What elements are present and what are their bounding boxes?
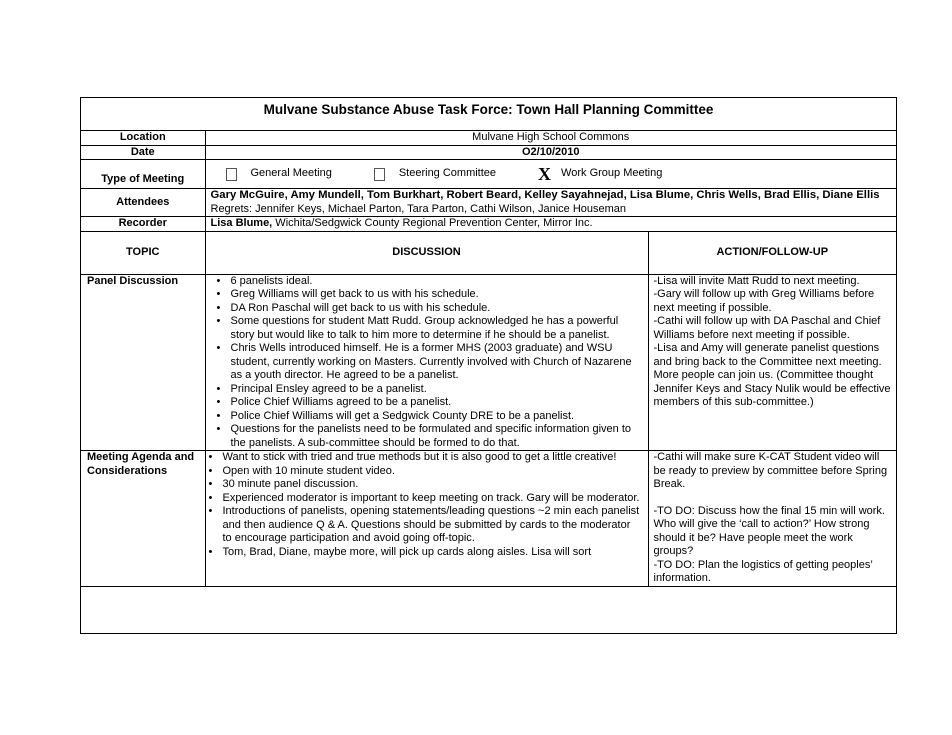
meeting-agenda-row — [81, 451, 896, 587]
action-spacer — [654, 492, 892, 505]
topic-header: TOPIC — [81, 231, 205, 274]
action-item: -Gary will follow up with Greg Williams before next meeting if possible. — [653, 288, 875, 314]
general-meeting-label: General Meeting — [250, 167, 332, 180]
attendees-cell — [205, 189, 896, 217]
list-item: • Some questions for student Matt Rudd. Group acknowledged he has a powerful story but would like to talk to him more to determine if he should be a panelist. — [225, 315, 643, 342]
list-item: • Open with 10 minute student video. — [217, 465, 643, 479]
action-item: -Cathi will follow up with DA Paschal and Chief Williams before next meeting if possible. — [653, 315, 881, 341]
attendees-row — [81, 189, 896, 217]
discussion-cell — [205, 451, 648, 587]
steering-committee-label: Steering Committee — [398, 167, 497, 180]
discussion-list — [211, 275, 643, 451]
general-meeting-option — [226, 167, 332, 181]
list-item: • Police Chief Williams will get a Sedgwick County DRE to be a panelist. — [225, 410, 643, 424]
list-item: • Want to stick with tried and true methods but it is also good to get a little creative! — [217, 451, 643, 465]
date-row — [81, 145, 896, 160]
recorder-row — [81, 217, 896, 232]
attendees-label: Attendees — [81, 189, 205, 217]
action-item: -Lisa and Amy will generate panelist questions and bring back to the Committee next meeting. More people can join us. (Committee thought Jennifer Keys and Stacy Nulik would be effective members of this sub-committee.) — [653, 342, 891, 408]
minutes-table — [81, 131, 896, 587]
list-item: • Police Chief Williams agreed to be a panelist. — [225, 396, 643, 410]
list-item: • Principal Ensley agreed to be a panelist. — [225, 383, 643, 397]
action-header: ACTION/FOLLOW-UP — [648, 231, 896, 274]
steering-committee-option — [374, 167, 496, 181]
attendees-names: Gary McGuire, Amy Mundell, Tom Burkhart, Robert Beard, Kelley Sayahnejad, Lisa Blume, Chris Wells, Brad Ellis, Diane Ellis — [210, 189, 880, 201]
location-value: Mulvane High School Commons — [205, 131, 896, 145]
action-item: -TO DO: Discuss how the final 15 min will work. Who will give the ‘call to action?’ How strong should it be? Have people meet the work groups? — [653, 504, 885, 557]
recorder-label: Recorder — [81, 217, 205, 232]
list-item: • 30 minute panel discussion. — [217, 478, 643, 492]
recorder-org: Wichita/Sedgwick County Regional Prevention Center, Mirror Inc. — [272, 217, 593, 229]
type-label: Type of Meeting — [81, 160, 205, 189]
list-item: • Tom, Brad, Diane, maybe more, will pick up cards along aisles. Lisa will sort — [217, 546, 643, 560]
panel-discussion-row — [81, 274, 896, 451]
meeting-type-row — [81, 160, 896, 189]
topic-cell: Meeting Agenda and Considerations — [81, 451, 205, 587]
checkbox-empty-icon — [226, 168, 237, 181]
checkbox-empty-icon — [374, 168, 385, 181]
discussion-list — [211, 451, 643, 559]
action-item: -Lisa will invite Matt Rudd to next meeting. — [653, 274, 860, 287]
recorder-cell — [205, 217, 896, 232]
list-item: • Introductions of panelists, opening statements/leading questions ~2 min each panelist and then audience Q & A. Questions should be submitted by cards to the moderator to encourage participation and avoid going off-topic. — [217, 505, 643, 546]
list-item: • Questions for the panelists need to be formulated and specific information given to the panelists. A sub-committee should be formed to do that. — [225, 423, 643, 450]
action-cell — [648, 451, 896, 587]
list-item: • DA Ron Paschal will get back to us with his schedule. — [225, 302, 643, 316]
location-row — [81, 131, 896, 145]
recorder-name: Lisa Blume, — [210, 217, 273, 229]
x-mark-icon: X — [538, 164, 552, 184]
date-value: O2/10/2010 — [205, 145, 896, 160]
list-item: • 6 panelists ideal. — [225, 275, 643, 289]
regrets-text: Regrets: Jennifer Keys, Michael Parton, Tara Parton, Cathi Wilson, Janice Houseman — [210, 202, 627, 215]
document-frame — [80, 97, 897, 634]
topic-cell: Panel Discussion — [81, 274, 205, 451]
action-cell — [648, 274, 896, 451]
header-row — [81, 231, 896, 274]
list-item: • Greg Williams will get back to us with his schedule. — [225, 288, 643, 302]
discussion-cell — [205, 274, 648, 451]
discussion-header: DISCUSSION — [205, 231, 648, 274]
list-item: • Experienced moderator is important to keep meeting on track. Gary will be moderator. — [217, 492, 643, 506]
work-group-option — [538, 164, 663, 184]
meeting-type-options — [205, 160, 896, 189]
document-title: Mulvane Substance Abuse Task Force: Town Hall Planning Committee — [81, 98, 896, 131]
work-group-label: Work Group Meeting — [561, 167, 663, 180]
date-label: Date — [81, 145, 205, 160]
action-item: -Cathi will make sure K-CAT Student video will be ready to preview by committee before Spring Break. — [653, 451, 888, 490]
action-item: -TO DO: Plan the logistics of getting peoples’ information. — [653, 558, 873, 584]
list-item: • Chris Wells introduced himself. He is a former MHS (2003 graduate) and WSU student, currently working on Masters. Currently involved with Church of Nazarene as a youth director. He agreed to be a panelist. — [225, 342, 643, 383]
location-label: Location — [81, 131, 205, 145]
